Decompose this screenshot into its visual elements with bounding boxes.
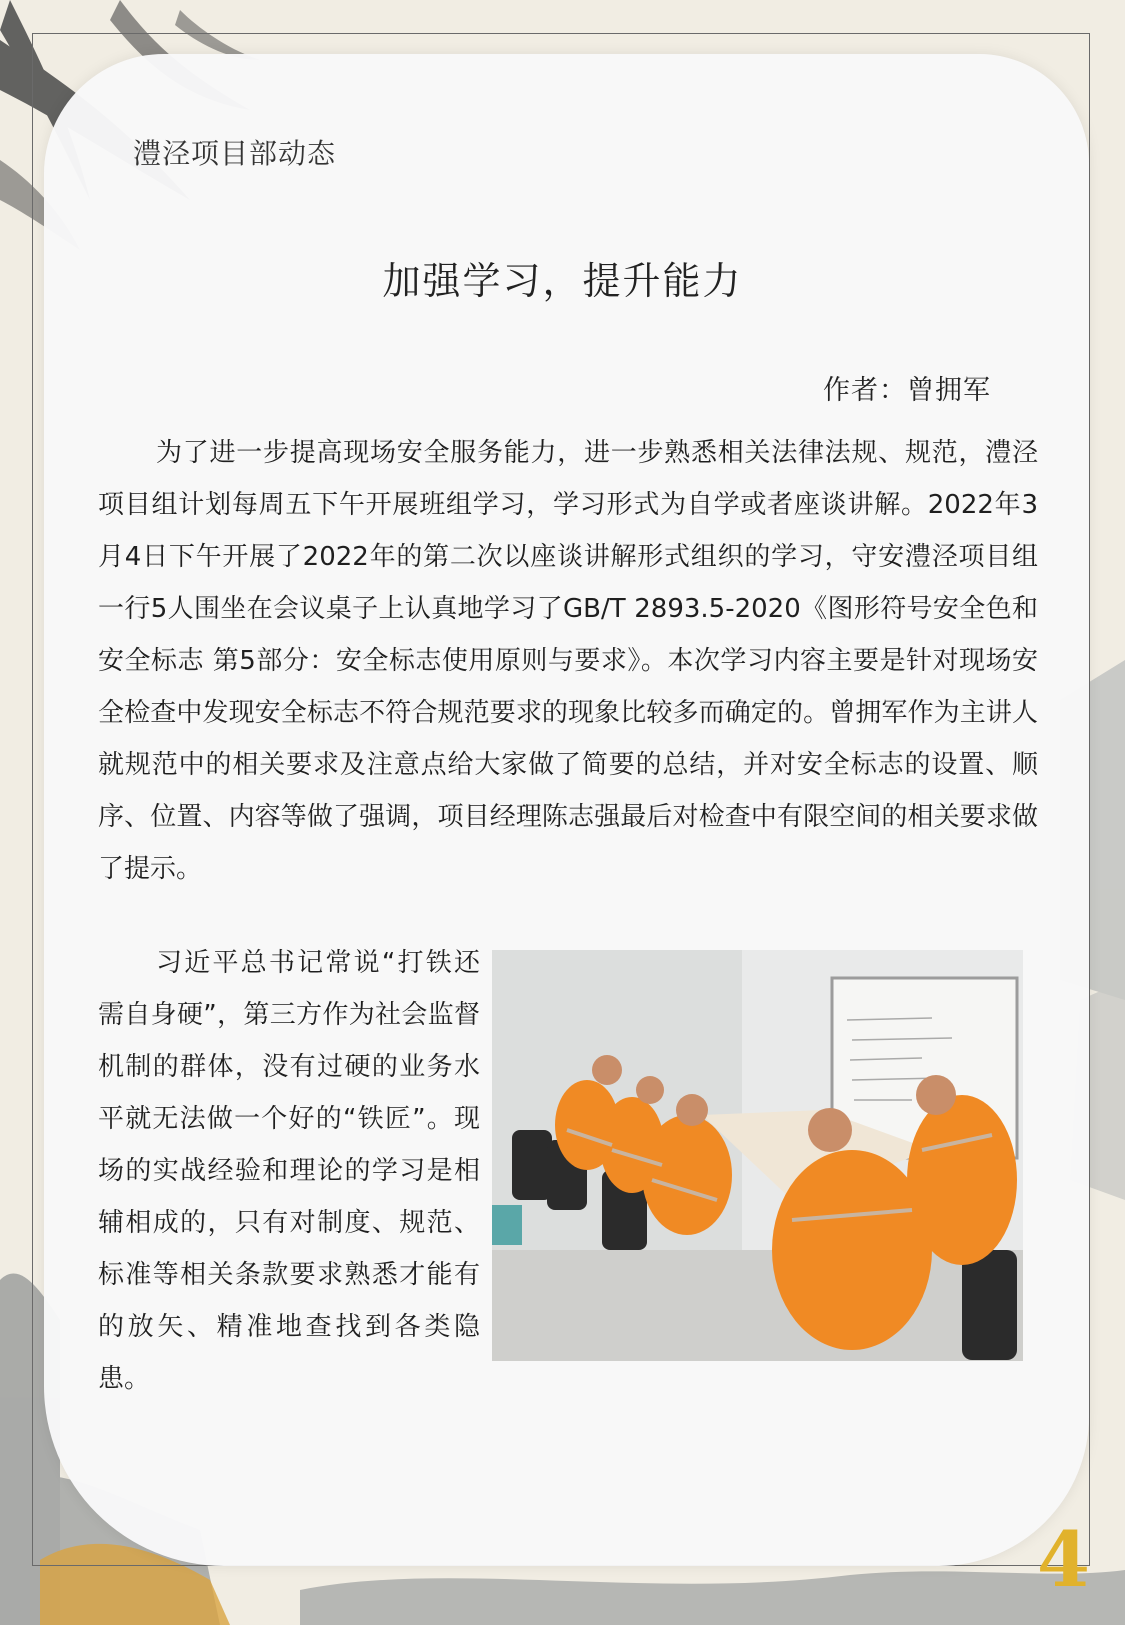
meeting-photo [492,950,1023,1361]
page-number: 4 [1037,1515,1090,1604]
section-label: 澧泾项目部动态 [133,137,337,170]
article-title: 加强学习，提升能力 [382,259,743,303]
trash-bin [492,1205,522,1245]
wave-decoration-bottom [300,1570,1125,1625]
article-paragraph-1: 为了进一步提高现场安全服务能力，进一步熟悉相关法律法规、规范，澧泾项目组计划每周五下午开展班组学习，学习形式为自学或者座谈讲解。2022年3月4日下午开展了2022年的第二次以座谈讲解形式组织的学习，守安澧泾项目组一行5人围坐在会议桌子上认真地学习了GB/T 2893.5-2020《图形符号安全色和安全标志 第5部分：安全标志使用原则与要求》。本次学习内容主要是针对现场安全检查中发现安全标志不符合规范要求的现象比较多而确定的。曾拥军作为主讲人就规范中的相关要求及注意点给大家做了简要的总结，并对安全标志的设置、顺序、位置、内容等做了强调，项目经理陈志强最后对检查中有限空间的相关要求做了提示。 [98,438,1038,884]
article-paragraph-2: 习近平总书记常说“打铁还需自身硬”，第三方作为社会监督机制的群体，没有过硬的业务水平就无法做一个好的“铁匠”。现场的实战经验和理论的学习是相辅相成的，只有对制度、规范、标准等相关条款要求熟悉才能有的放矢、精准地查找到各类隐患。 [98,948,480,1394]
article-author: 作者：曾拥军 [823,375,991,406]
